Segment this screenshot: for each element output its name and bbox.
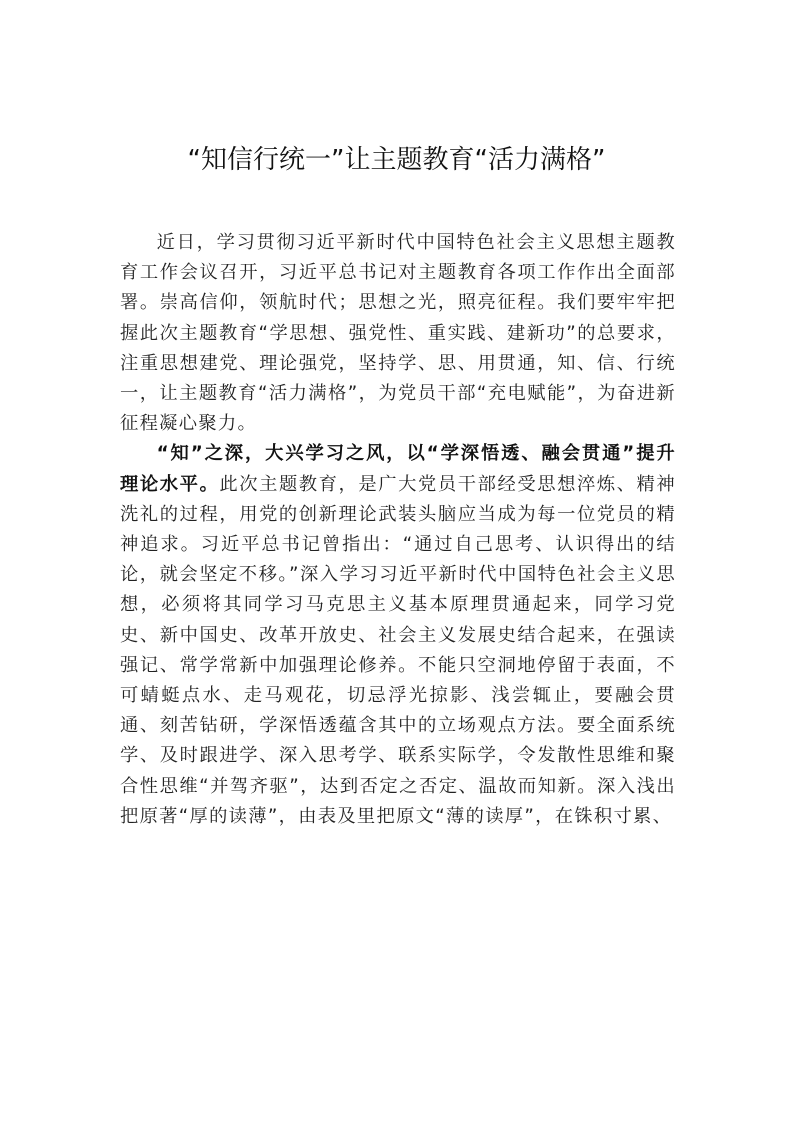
paragraph-1 bbox=[120, 228, 676, 439]
paragraph-2 bbox=[120, 439, 676, 832]
paragraph-text: 近日，学习贯彻习近平新时代中国特色社会主义思想主题教育工作会议召开，习近平总书记对主题教育各项工作作出全面部署。崇高信仰，领航时代；思想之光，照亮征程。我们要牢牢把握此次主题教育“学思想、强党性、重实践、建新功”的总要求，注重思想建党、理论强党，坚持学、思、用贯通，知、信、行统一，让主题教育“活力满格”，为党员干部“充电赋能”，为奋进新征程凝心聚力。 bbox=[120, 232, 676, 435]
paragraph-text: 此次主题教育，是广大党员干部经受思想淬炼、精神洗礼的过程，用党的创新理论武装头脑应当成为每一位党员的精神追求。习近平总书记曾指出：“通过自己思考、认识得出的结论，就会坚定不移。”深入学习习近平新时代中国特色社会主义思想，必须将其同学习马克思主义基本原理贯通起来，同学习党史、新中国史、改革开放史、社会主义发展史结合起来，在强读强记、常学常新中加强理论修养。不能只空洞地停留于表面，不可蜻蜓点水、走马观花，切忌浮光掠影、浅尝辄止，要融会贯通、刻苦钻研，学深悟透蕴含其中的立场观点方法。要全面系统学、及时跟进学、深入思考学、联系实际学，令发散性思维和聚合性思维“并驾齐驱”，达到否定之否定、温故而知新。深入浅出把原著“厚的读薄”，由表及里把原文“薄的读厚”，在铢积寸累、 bbox=[120, 473, 677, 827]
document-title: “知信行统一”让主题教育“活力满格” bbox=[187, 145, 606, 175]
paragraph-lead: “知”之深，大兴学习之风，以“学深悟透、融会贯通”提升理论水平。 bbox=[120, 443, 676, 495]
document-body bbox=[120, 228, 676, 832]
